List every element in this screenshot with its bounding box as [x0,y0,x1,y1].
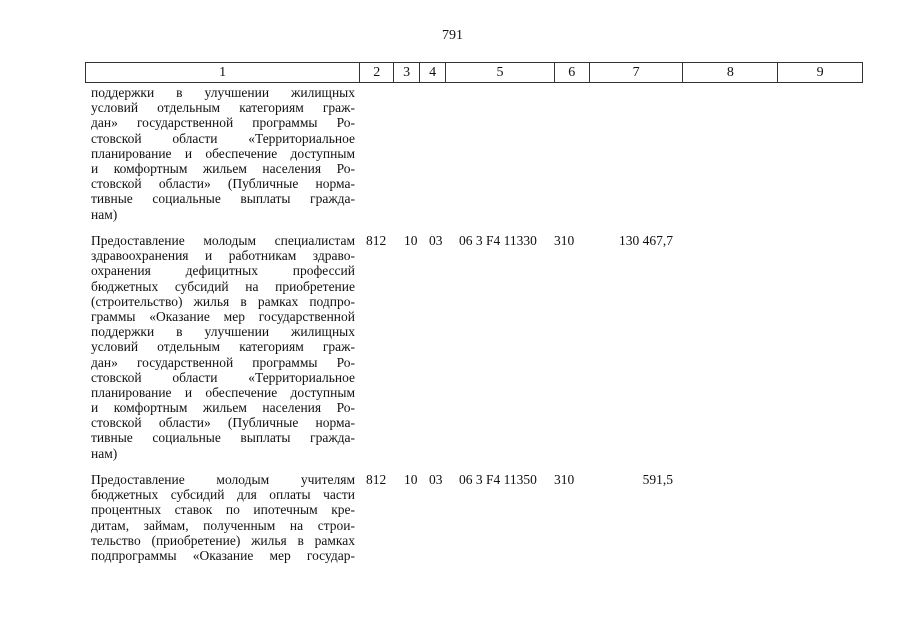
description-line: охранения дефицитных профессий [91,263,355,279]
header-col-9: 9 [816,64,824,80]
description-line: бюджетных субсидий на приобретение [91,278,355,294]
description-line: здравоохранения и работникам здраво- [91,248,355,264]
description-line: нам) [91,206,118,222]
cell-col-6: 310 [554,233,575,248]
description-line: стовской области» (Публичные норма- [91,176,355,192]
description-line: процентных ставок по ипотечным кре- [91,502,355,518]
cell-col-3: 10 [404,233,418,248]
description-line: подпрограммы «Оказание мер государ- [91,547,355,563]
description-line: и комфортным жильем населения Ро- [91,160,355,176]
description-line: стовской области «Территориальное [91,130,355,146]
cell-col-2: 812 [366,472,387,487]
description-line: стовской области «Территориальное [91,369,355,385]
header-col-7: 7 [590,63,684,82]
description-line: и комфортным жильем населения Ро- [91,400,355,416]
cell-col-3: 10 [404,472,418,487]
table-row-description [91,472,355,563]
page-number: 791 [442,28,463,43]
cell-col-2: 812 [366,233,387,248]
description-line: граммы «Оказание мер государственной [91,308,355,324]
cell-col-7: 591,5 [642,472,673,487]
description-line: дан» государственной программы Ро- [91,115,355,131]
header-col-6: 6 [555,63,590,82]
header-col-2: 2 [360,63,394,82]
description-line: планирование и обеспечение доступным [91,145,355,161]
description-line: поддержки в улучшении жилищных [91,85,355,100]
cell-col-4: 03 [429,233,443,248]
table-row-description [91,85,355,222]
cell-col-5: 06 3 F4 11330 [459,233,537,248]
description-line: нам) [91,445,118,461]
description-line: бюджетных субсидий для оплаты части [91,487,355,503]
description-line: Предоставление молодым учителям [91,472,355,487]
description-line: стовской области» (Публичные норма- [91,415,355,431]
description-line: тивные социальные выплаты гражда- [91,191,355,207]
header-col-4: 4 [420,63,446,82]
cell-col-7: 130 467,7 [619,233,673,248]
description-line: поддержки в улучшении жилищных [91,324,355,340]
table-row-description [91,233,355,461]
table-header-row [85,62,863,83]
description-line: дитам, займам, полученным на строи- [91,517,355,533]
header-col-8: 8 [683,63,778,82]
description-line: тельство (приобретение) жилья в рамках [91,532,355,548]
description-line: Предоставление молодым специалистам [91,233,355,248]
description-line: условий отдельным категориям граж- [91,100,355,116]
description-line: тивные социальные выплаты гражда- [91,430,355,446]
description-line: (строительство) жилья в рамках подпро- [91,293,355,309]
cell-col-4: 03 [429,472,443,487]
cell-col-6: 310 [554,472,575,487]
description-line: условий отдельным категориям граж- [91,339,355,355]
header-col-1: 1 [86,63,360,82]
cell-col-5: 06 3 F4 11350 [459,472,537,487]
description-line: дан» государственной программы Ро- [91,354,355,370]
header-col-5: 5 [446,63,555,82]
description-line: планирование и обеспечение доступным [91,384,355,400]
header-col-3: 3 [394,63,420,82]
